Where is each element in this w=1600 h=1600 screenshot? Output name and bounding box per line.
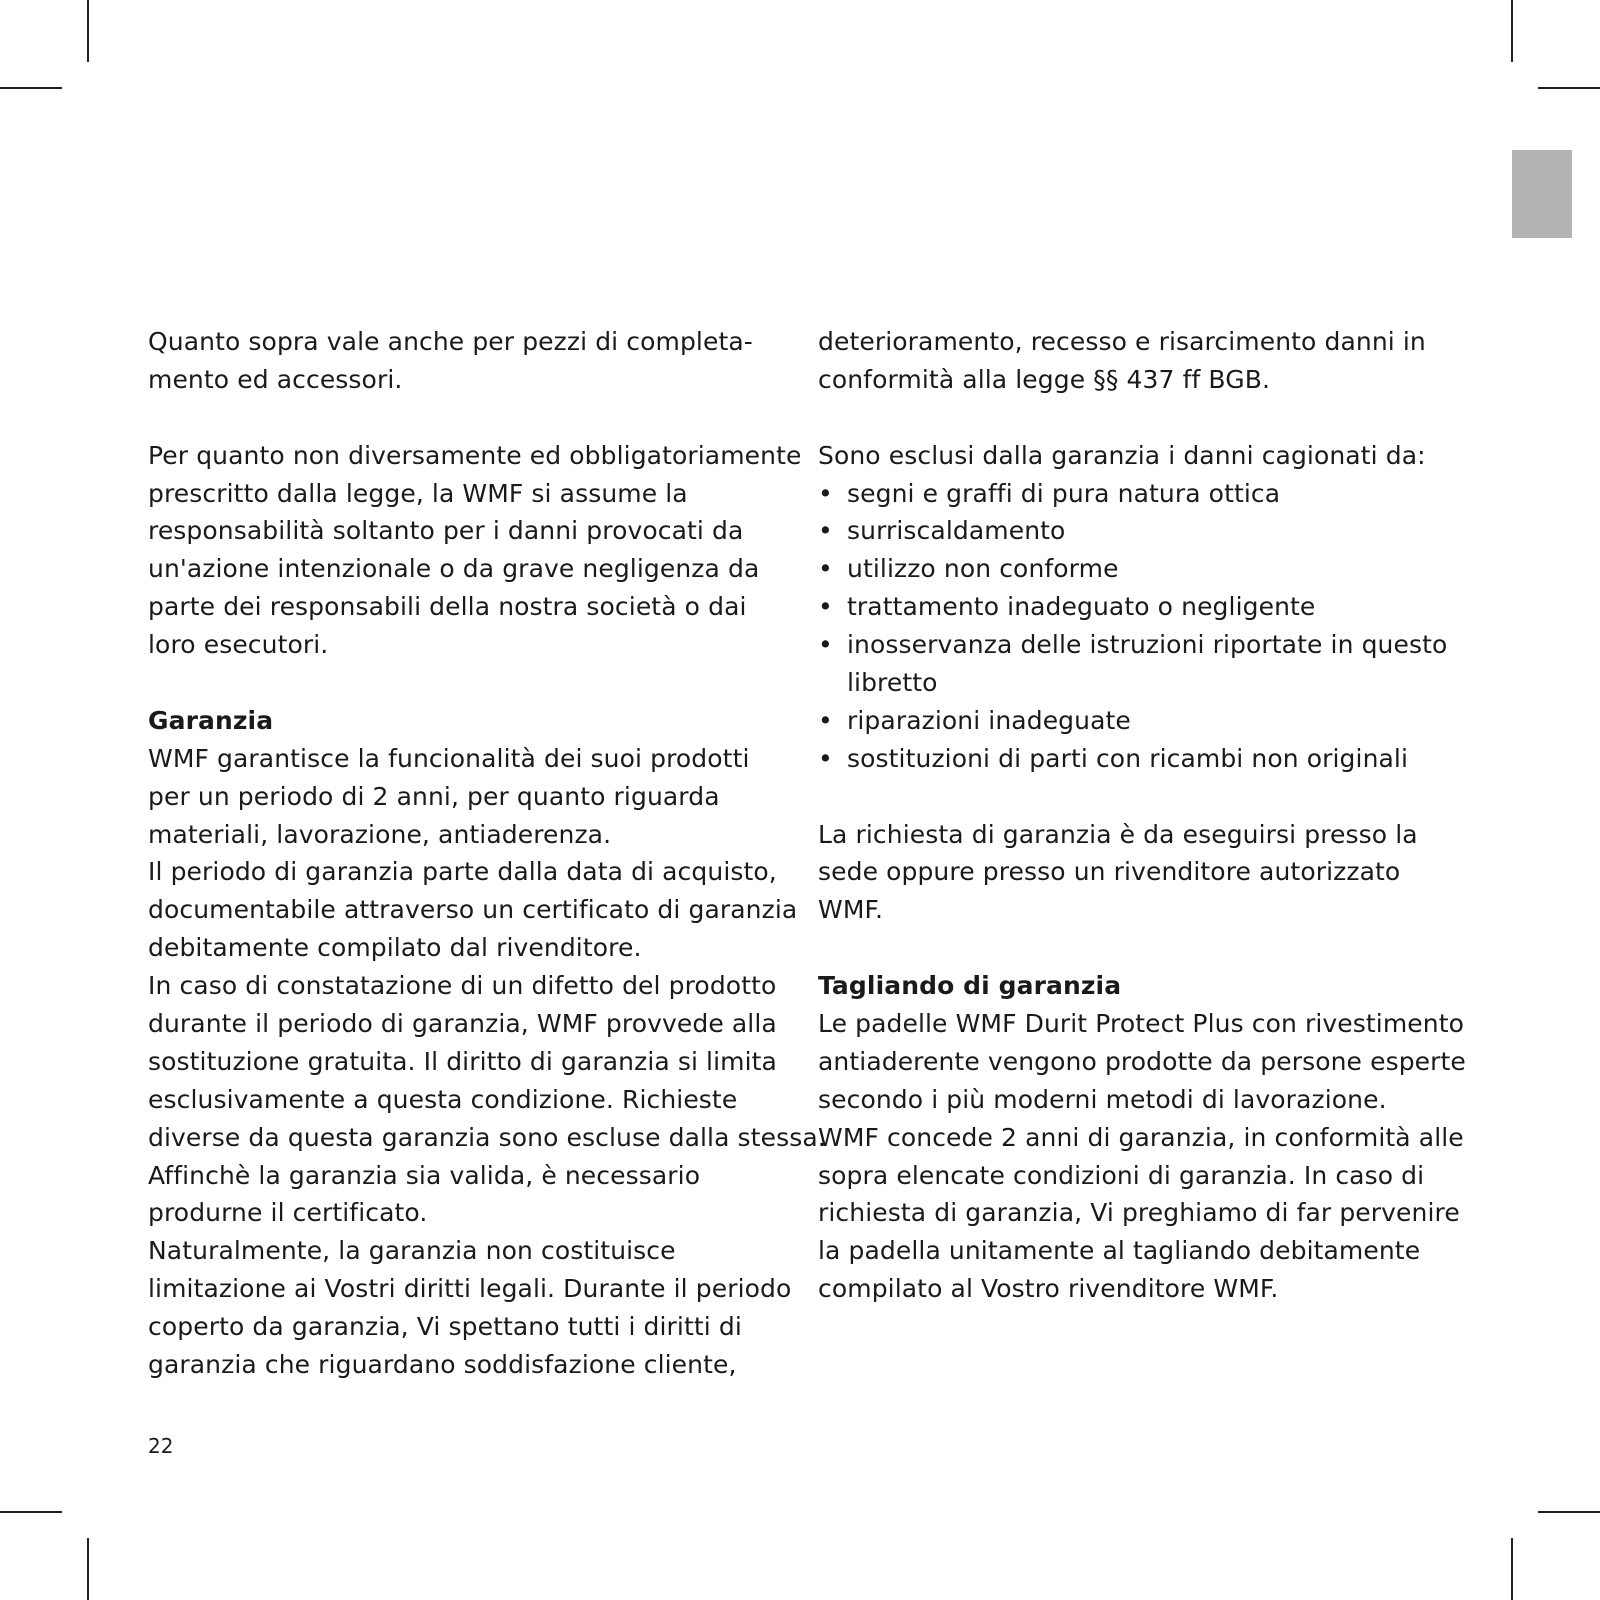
- crop-mark-bottom-right: [1511, 1538, 1513, 1600]
- list-item: • trattamento inadeguato o negligente: [818, 588, 1468, 626]
- text-line: compilato al Vostro rivenditore WMF.: [818, 1274, 1279, 1304]
- paragraph-legal-rights: [818, 323, 1468, 399]
- paragraph-liability: [148, 437, 802, 664]
- bullet-icon: •: [818, 630, 833, 660]
- text-line: debitamente compilato dal rivenditore.: [148, 933, 642, 963]
- section-tab-marker: [1512, 150, 1572, 238]
- list-item: • sostituzioni di parti con ricambi non originali: [818, 740, 1468, 778]
- list-item: • segni e graffi di pura natura ottica: [818, 475, 1468, 513]
- text-line: richiesta di garanzia, Vi preghiamo di far pervenire: [818, 1198, 1460, 1228]
- text-line: In caso di constatazione di un difetto del prodotto: [148, 971, 777, 1001]
- text-line: garanzia che riguardano soddisfazione cliente,: [148, 1350, 737, 1380]
- list-item: • inosservanza delle istruzioni riportate in questo: [818, 626, 1468, 664]
- list-item: • riparazioni inadeguate: [818, 702, 1468, 740]
- bullet-icon: •: [818, 592, 833, 622]
- page-number: 22: [148, 1434, 174, 1458]
- crop-mark-bottom-left: [87, 1538, 89, 1600]
- left-column: [148, 323, 826, 1384]
- crop-mark-top-right: [1511, 0, 1513, 62]
- bullet-icon: •: [818, 516, 833, 546]
- text-line: Le padelle WMF Durit Protect Plus con rivestimento: [818, 1009, 1465, 1039]
- text-line: conformità alla legge §§ 437 ff BGB.: [818, 364, 1271, 394]
- text-line: sostituzione gratuita. Il diritto di garanzia si limita: [148, 1046, 777, 1076]
- text-line: antiaderente vengono prodotte da persone esperte: [818, 1046, 1466, 1076]
- paragraph-warranty-request: [818, 816, 1468, 930]
- crop-mark-bottom-left: [0, 1511, 62, 1513]
- text-line: Per quanto non diversamente ed obbligatoriamente: [148, 440, 802, 470]
- text-line: sopra elencate condizioni di garanzia. In caso di: [818, 1160, 1425, 1190]
- bullet-icon: •: [818, 478, 833, 508]
- text-line: materiali, lavorazione, antiaderenza.: [148, 819, 612, 849]
- paragraph-accessories: [148, 323, 788, 399]
- text-line: durante il periodo di garanzia, WMF provvede alla: [148, 1009, 777, 1039]
- text-line: deterioramento, recesso e risarcimento danni in: [818, 327, 1426, 356]
- text-line: WMF garantisce la funcionalità dei suoi prodotti: [148, 743, 750, 773]
- text-line: Affinchè la garanzia sia valida, è necessario: [148, 1160, 701, 1190]
- text-line: coperto da garanzia, Vi spettano tutti i diritti di: [148, 1312, 742, 1342]
- text-line: loro esecutori.: [148, 630, 329, 660]
- text-line: La richiesta di garanzia è da eseguirsi presso la: [818, 819, 1418, 849]
- text-line: Il periodo di garanzia parte dalla data di acquisto,: [148, 857, 777, 887]
- text-line: Naturalmente, la garanzia non costituisce: [148, 1236, 676, 1266]
- list-item: • surriscaldamento: [818, 512, 1468, 550]
- text-line: mento ed accessori.: [148, 364, 403, 394]
- crop-mark-top-left: [0, 87, 62, 89]
- exclusions-list: [818, 475, 1468, 778]
- text-line: esclusivamente a questa condizione. Richieste: [148, 1084, 738, 1114]
- crop-mark-bottom-right: [1538, 1511, 1600, 1513]
- heading-tagliando: Tagliando di garanzia: [818, 971, 1122, 1001]
- crop-mark-top-right: [1538, 87, 1600, 89]
- bullet-icon: •: [818, 554, 833, 584]
- bullet-icon: •: [818, 743, 833, 773]
- bullet-icon: •: [818, 705, 833, 735]
- text-line: per un periodo di 2 anni, per quanto riguarda: [148, 781, 720, 811]
- crop-mark-top-left: [87, 0, 89, 62]
- text-line: Quanto sopra vale anche per pezzi di completa-: [148, 327, 753, 356]
- text-line: produrne il certificato.: [148, 1198, 428, 1228]
- text-line: prescritto dalla legge, la WMF si assume la: [148, 478, 688, 508]
- text-line: la padella unitamente al tagliando debitamente: [818, 1236, 1421, 1266]
- text-line: WMF.: [818, 895, 883, 925]
- text-line: limitazione ai Vostri diritti legali. Durante il periodo: [148, 1274, 792, 1304]
- text-line: parte dei responsabili della nostra società o dai: [148, 592, 747, 622]
- paragraph-garanzia: [148, 740, 826, 1384]
- text-line: secondo i più moderni metodi di lavorazione.: [818, 1084, 1387, 1114]
- heading-garanzia: Garanzia: [148, 705, 274, 735]
- exclusions-intro: Sono esclusi dalla garanzia i danni cagionati da:: [818, 440, 1426, 470]
- text-line: diverse da questa garanzia sono escluse dalla stessa.: [148, 1122, 826, 1152]
- text-line: sede oppure presso un rivenditore autorizzato: [818, 857, 1401, 887]
- text-line: responsabilità soltanto per i danni provocati da: [148, 516, 744, 546]
- text-line: documentabile attraverso un certificato di garanzia: [148, 895, 798, 925]
- list-item: • utilizzo non conforme: [818, 550, 1468, 588]
- text-line: WMF concede 2 anni di garanzia, in conformità alle: [818, 1122, 1464, 1152]
- text-line: un'azione intenzionale o da grave negligenza da: [148, 554, 760, 584]
- right-column: [818, 323, 1468, 1308]
- paragraph-tagliando: [818, 1005, 1468, 1308]
- list-item-continuation: libretto: [847, 668, 938, 698]
